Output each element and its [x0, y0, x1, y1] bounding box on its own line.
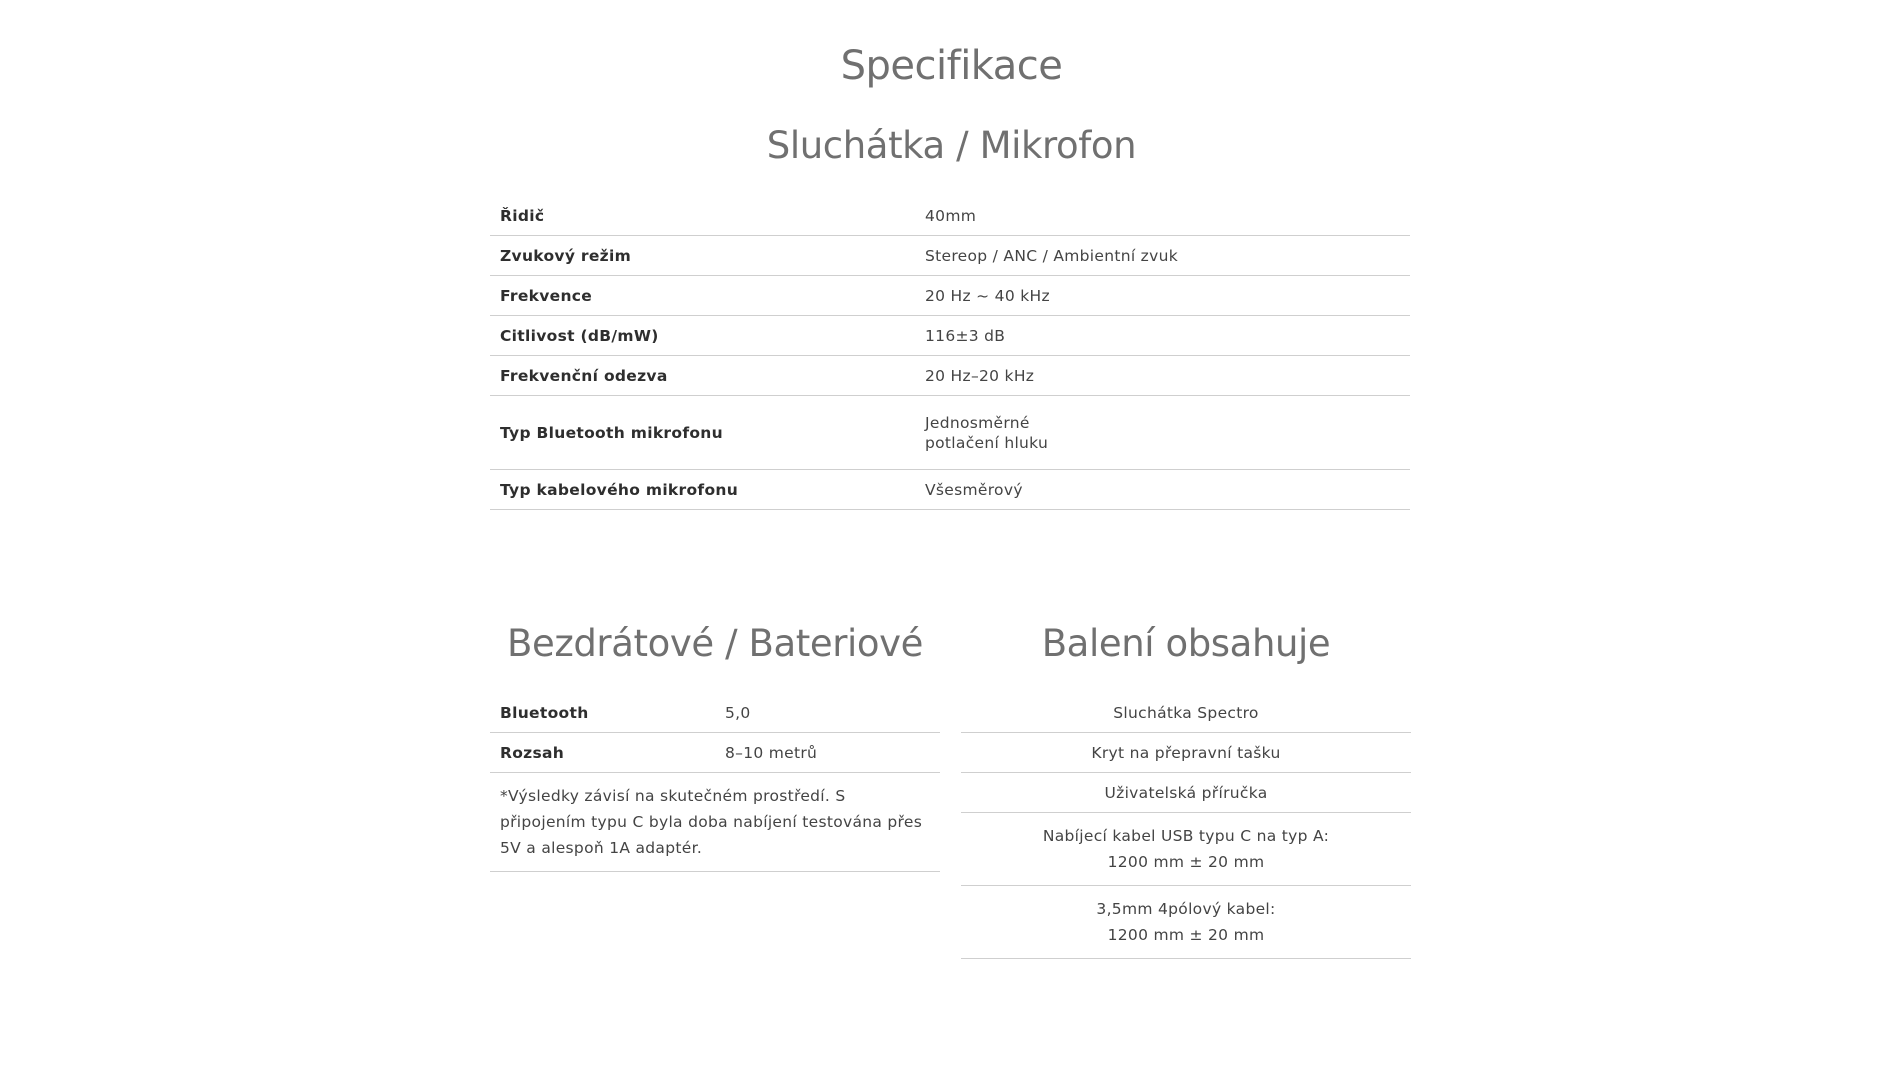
spec-label: Frekvenční odezva [490, 356, 915, 396]
wireless-footnote: *Výsledky závisí na skutečném prostředí. S připojením typu C byla doba nabíjení testována přes 5V a alespoň 1A adaptér. [490, 773, 940, 872]
table-row [490, 236, 1410, 276]
spec-value: 5,0 [715, 693, 940, 733]
table-row [961, 693, 1411, 733]
spec-label: Citlivost (dB/mW) [490, 316, 915, 356]
spec-value: 116±3 dB [915, 316, 1410, 356]
package-section-heading: Balení obsahuje [1041, 622, 1331, 665]
spec-value-line: potlačení hluku [925, 434, 1049, 452]
table-row [961, 886, 1411, 959]
table-row [490, 396, 1410, 470]
table-row [961, 733, 1411, 773]
table-row [490, 276, 1410, 316]
spec-value: Stereop / ANC / Ambientní zvuk [915, 236, 1410, 276]
headset-spec-table [490, 196, 1410, 510]
spec-value: 20 Hz–20 kHz [915, 356, 1410, 396]
spec-value: 8–10 metrů [715, 733, 940, 773]
spec-value: 20 Hz ~ 40 kHz [915, 276, 1410, 316]
wireless-spec-table [490, 693, 940, 872]
table-row [490, 470, 1410, 510]
spec-label: Typ kabelového mikrofonu [490, 470, 915, 510]
package-item-line: 3,5mm 4pólový kabel: [1096, 900, 1276, 918]
table-row [490, 693, 940, 733]
spec-label: Frekvence [490, 276, 915, 316]
package-item-line: 1200 mm ± 20 mm [1107, 853, 1265, 871]
table-row [490, 356, 1410, 396]
spec-label: Řidič [490, 196, 915, 236]
package-item-line: 1200 mm ± 20 mm [1107, 926, 1265, 944]
headset-section-heading: Sluchátka / Mikrofon [766, 124, 1137, 167]
package-item-line: Nabíjecí kabel USB typu C na typ A: [1042, 827, 1330, 845]
spec-value: Všesměrový [915, 470, 1410, 510]
spec-value-line: Jednosměrné [925, 414, 1030, 432]
spec-label: Bluetooth [490, 693, 715, 733]
package-item: Uživatelská příručka [961, 773, 1411, 813]
spec-label: Zvukový režim [490, 236, 915, 276]
table-row [961, 813, 1411, 886]
package-contents-table [961, 693, 1411, 959]
package-item: Sluchátka Spectro [961, 693, 1411, 733]
table-row [490, 773, 940, 872]
table-row [961, 773, 1411, 813]
table-row [490, 316, 1410, 356]
package-item [961, 813, 1411, 886]
table-row [490, 196, 1410, 236]
spec-label: Typ Bluetooth mikrofonu [490, 396, 915, 470]
page-title: Specifikace [840, 43, 1063, 89]
spec-value [915, 396, 1410, 470]
spec-value: 40mm [915, 196, 1410, 236]
table-row [490, 733, 940, 773]
package-item: Kryt na přepravní tašku [961, 733, 1411, 773]
package-item [961, 886, 1411, 959]
wireless-section-heading: Bezdrátové / Bateriové [506, 622, 924, 665]
spec-label: Rozsah [490, 733, 715, 773]
